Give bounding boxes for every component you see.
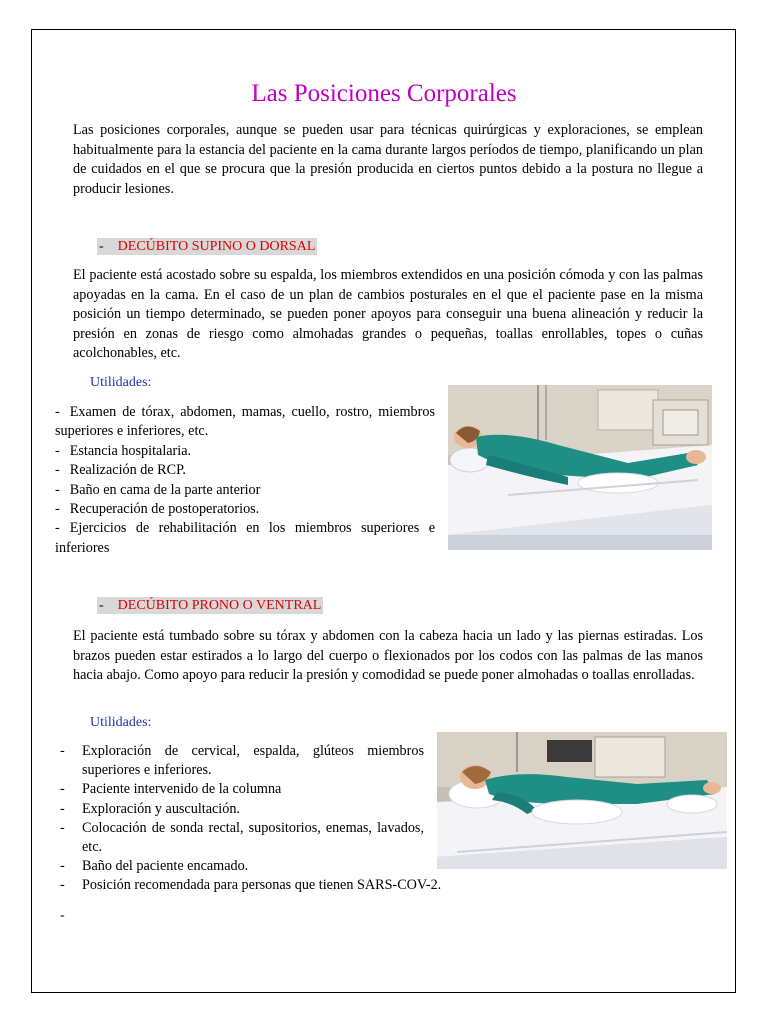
section1-utilidades-label: Utilidades: — [90, 375, 152, 390]
section1-body: El paciente está acostado sobre su espalda, los miembros extendidos en una posición cómoda y con las palmas apoyadas en la cama. En el caso de un plan de cambios posturales en el que el paciente pase en la misma posición un tiempo determinado, se pueden poner apoyos para conseguir una buena alineación y reducir la presión en zonas de riesgo como almohadas grandes o pequeñas, toallas enrollables, topes o cuñas acolchonables, etc. — [73, 267, 703, 362]
list-item: - Realización de RCP. — [55, 462, 186, 479]
list-item: - Estancia hospitalaria. — [55, 442, 192, 459]
page-title: Las Posiciones Corporales — [251, 80, 517, 107]
list-item: - Paciente intervenido de la columna — [60, 781, 282, 798]
section1-list — [55, 403, 435, 558]
list-item: - Posición recomendada para personas que tienen SARS-COV-2. — [60, 877, 442, 894]
section2-heading-text: DECÚBITO PRONO O VENTRAL — [117, 598, 322, 613]
section2-heading: - DECÚBITO PRONO O VENTRAL — [99, 598, 322, 613]
section2-list — [60, 742, 442, 896]
section2-body: El paciente está tumbado sobre su tórax y abdomen con la cabeza hacia un lado y las piernas estiradas. Los brazos pueden estar estirados a lo largo del cuerpo o flexionados por los codos con las palmas de las manos hacia abajo. Como apoyo para reducir la presión y comodidad se puede poner almohadas o toallas enrolladas. — [73, 628, 703, 684]
trailing-dash: - — [60, 908, 65, 923]
list-item: - Exploración y auscultación. — [60, 800, 240, 817]
section2-utilidades-label: Utilidades: — [90, 715, 152, 730]
list-item: - Ejercicios de rehabilitación en los miembros superiores e inferiores — [55, 520, 435, 556]
intro-paragraph: Las posiciones corporales, aunque se pueden usar para técnicas quirúrgicas y exploraciones, se emplean habitualmente para la estancia del paciente en la cama durante largos períodos de tiempo, planificando un plan de cuidados en el que se procura que la presión producida en ciertos puntos debido a la postura no llegue a producir lesiones. — [73, 122, 703, 197]
list-item: - Recuperación de postoperatorios. — [55, 501, 260, 518]
list-item: - Colocación de sonda rectal, supositorios, enemas, lavados, etc. — [60, 819, 424, 856]
supine-position-photo — [448, 385, 712, 550]
list-item: - Baño en cama de la parte anterior — [55, 481, 261, 498]
list-item: - Baño del paciente encamado. — [60, 858, 249, 875]
section1-heading: - DECÚBITO SUPINO O DORSAL — [99, 239, 316, 254]
list-item: - Examen de tórax, abdomen, mamas, cuello, rostro, miembros superiores e inferiores, etc. — [55, 404, 435, 440]
section1-heading-text: DECÚBITO SUPINO O DORSAL — [117, 239, 316, 254]
prone-position-photo — [437, 732, 727, 869]
list-item: - Exploración de cervical, espalda, glúteos miembros superiores e inferiores. — [60, 743, 424, 779]
